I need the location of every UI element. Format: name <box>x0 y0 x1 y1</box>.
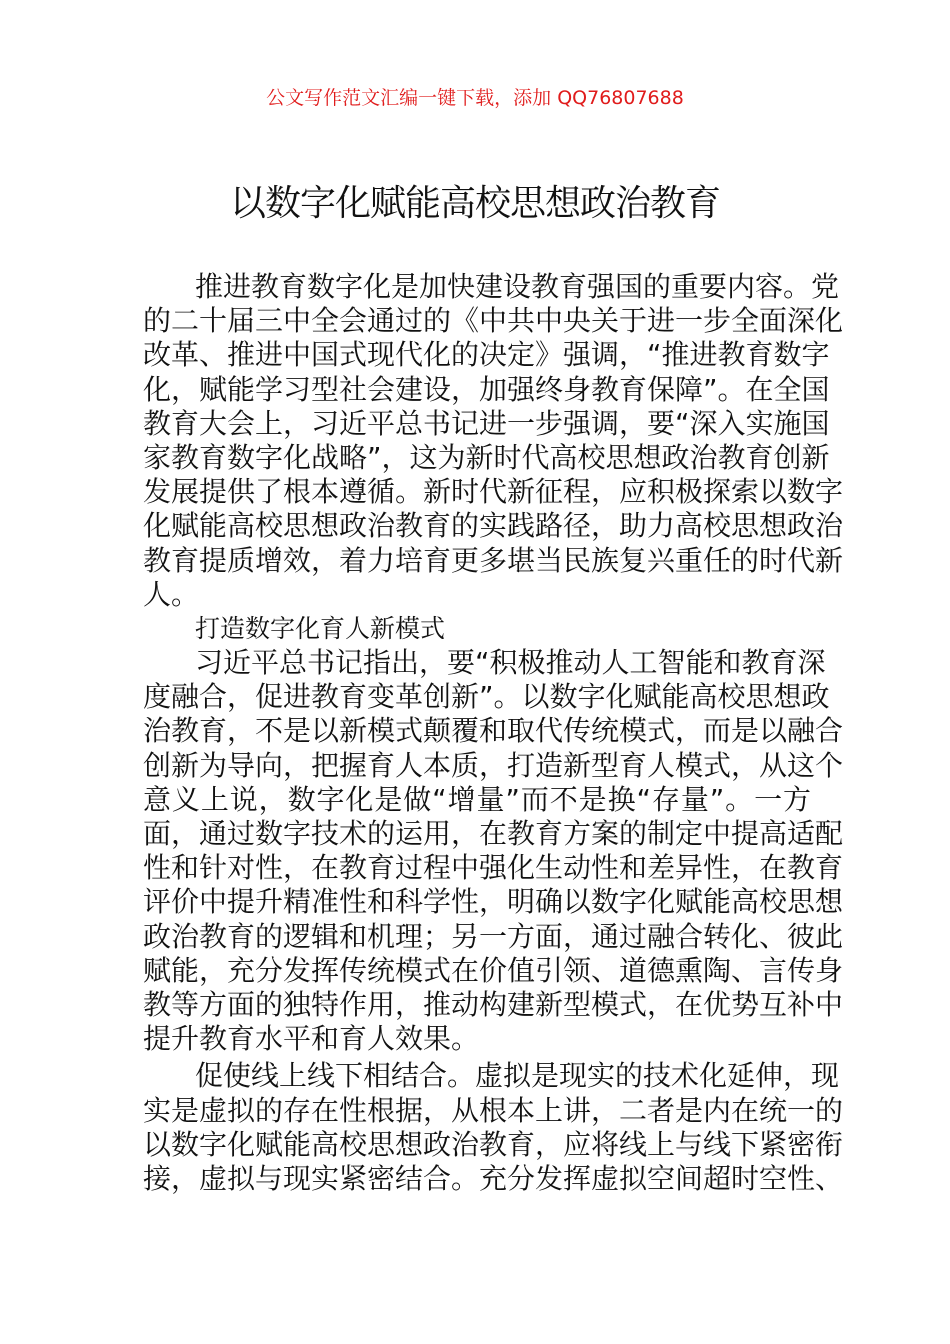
text-line: 性和针对性，在教育过程中强化生动性和差异性，在教育 <box>143 851 844 885</box>
text-line: 创新为导向，把握育人本质，打造新型育人模式，从这个 <box>143 748 844 782</box>
text-line: 教育大会上，习近平总书记进一步强调，要“深入实施国 <box>143 406 830 440</box>
text-line: 化，赋能学习型社会建设，加强终身教育保障”。在全国 <box>143 372 830 406</box>
text-line: 接，虚拟与现实紧密结合。充分发挥虚拟空间超时空性、 <box>143 1161 844 1195</box>
text-line: 的二十届三中全会通过的《中共中央关于进一步全面深化 <box>143 304 844 338</box>
article-body <box>143 270 844 1196</box>
paragraph-intro <box>143 270 844 612</box>
paragraph-online-offline <box>143 1059 844 1196</box>
text-line: 治教育，不是以新模式颠覆和取代传统模式，而是以融合 <box>143 714 844 748</box>
text-line: 教等方面的独特作用，推动构建新型模式，在优势互补中 <box>143 987 844 1021</box>
text-line: 面，通过数字技术的运用，在教育方案的制定中提高适配 <box>143 817 844 850</box>
text-line: 发展提供了根本遵循。新时代新征程，应积极探索以数字 <box>143 475 844 509</box>
text-line: 教育提质增效，着力培育更多堪当民族复兴重任的时代新 <box>143 543 844 577</box>
text-line: 评价中提升精准性和科学性，明确以数字化赋能高校思想 <box>143 885 844 919</box>
text-line: 改革、推进中国式现代化的决定》强调，“推进教育数字 <box>143 338 830 372</box>
watermark-banner: 公文写作范文汇编一键下载，添加 QQ76807688 <box>266 87 684 109</box>
text-line: 实是虚拟的存在性根据，从根本上讲，二者是内在统一的 <box>143 1093 844 1127</box>
text-line: 政治教育的逻辑和机理；另一方面，通过融合转化、彼此 <box>143 919 844 953</box>
text-line: 化赋能高校思想政治教育的实践路径，助力高校思想政治 <box>143 509 844 543</box>
paragraph-new-model <box>143 646 844 1056</box>
text-line: 促使线上线下相结合。虚拟是现实的技术化延伸，现 <box>195 1059 840 1093</box>
text-line: 以数字化赋能高校思想政治教育，应将线上与线下紧密衔 <box>143 1127 844 1161</box>
text-line: 赋能，充分发挥传统模式在价值引领、道德熏陶、言传身 <box>143 953 844 987</box>
section-heading: 打造数字化育人新模式 <box>195 613 446 643</box>
text-line: 习近平总书记指出，要“积极推动人工智能和教育深 <box>195 646 826 680</box>
text-line: 家教育数字化战略”，这为新时代高校思想政治教育创新 <box>143 440 830 474</box>
text-line: 人。 <box>143 577 200 611</box>
document-title: 以数字化赋能高校思想政治教育 <box>229 183 720 224</box>
text-line: 推进教育数字化是加快建设教育强国的重要内容。党 <box>195 270 840 303</box>
text-line: 度融合，促进教育变革创新”。以数字化赋能高校思想政 <box>143 680 830 714</box>
text-line: 提升教育水平和育人效果。 <box>143 1022 480 1056</box>
text-line: 意义上说，数字化是做“增量”而不是换“存量”。一方 <box>143 782 811 816</box>
